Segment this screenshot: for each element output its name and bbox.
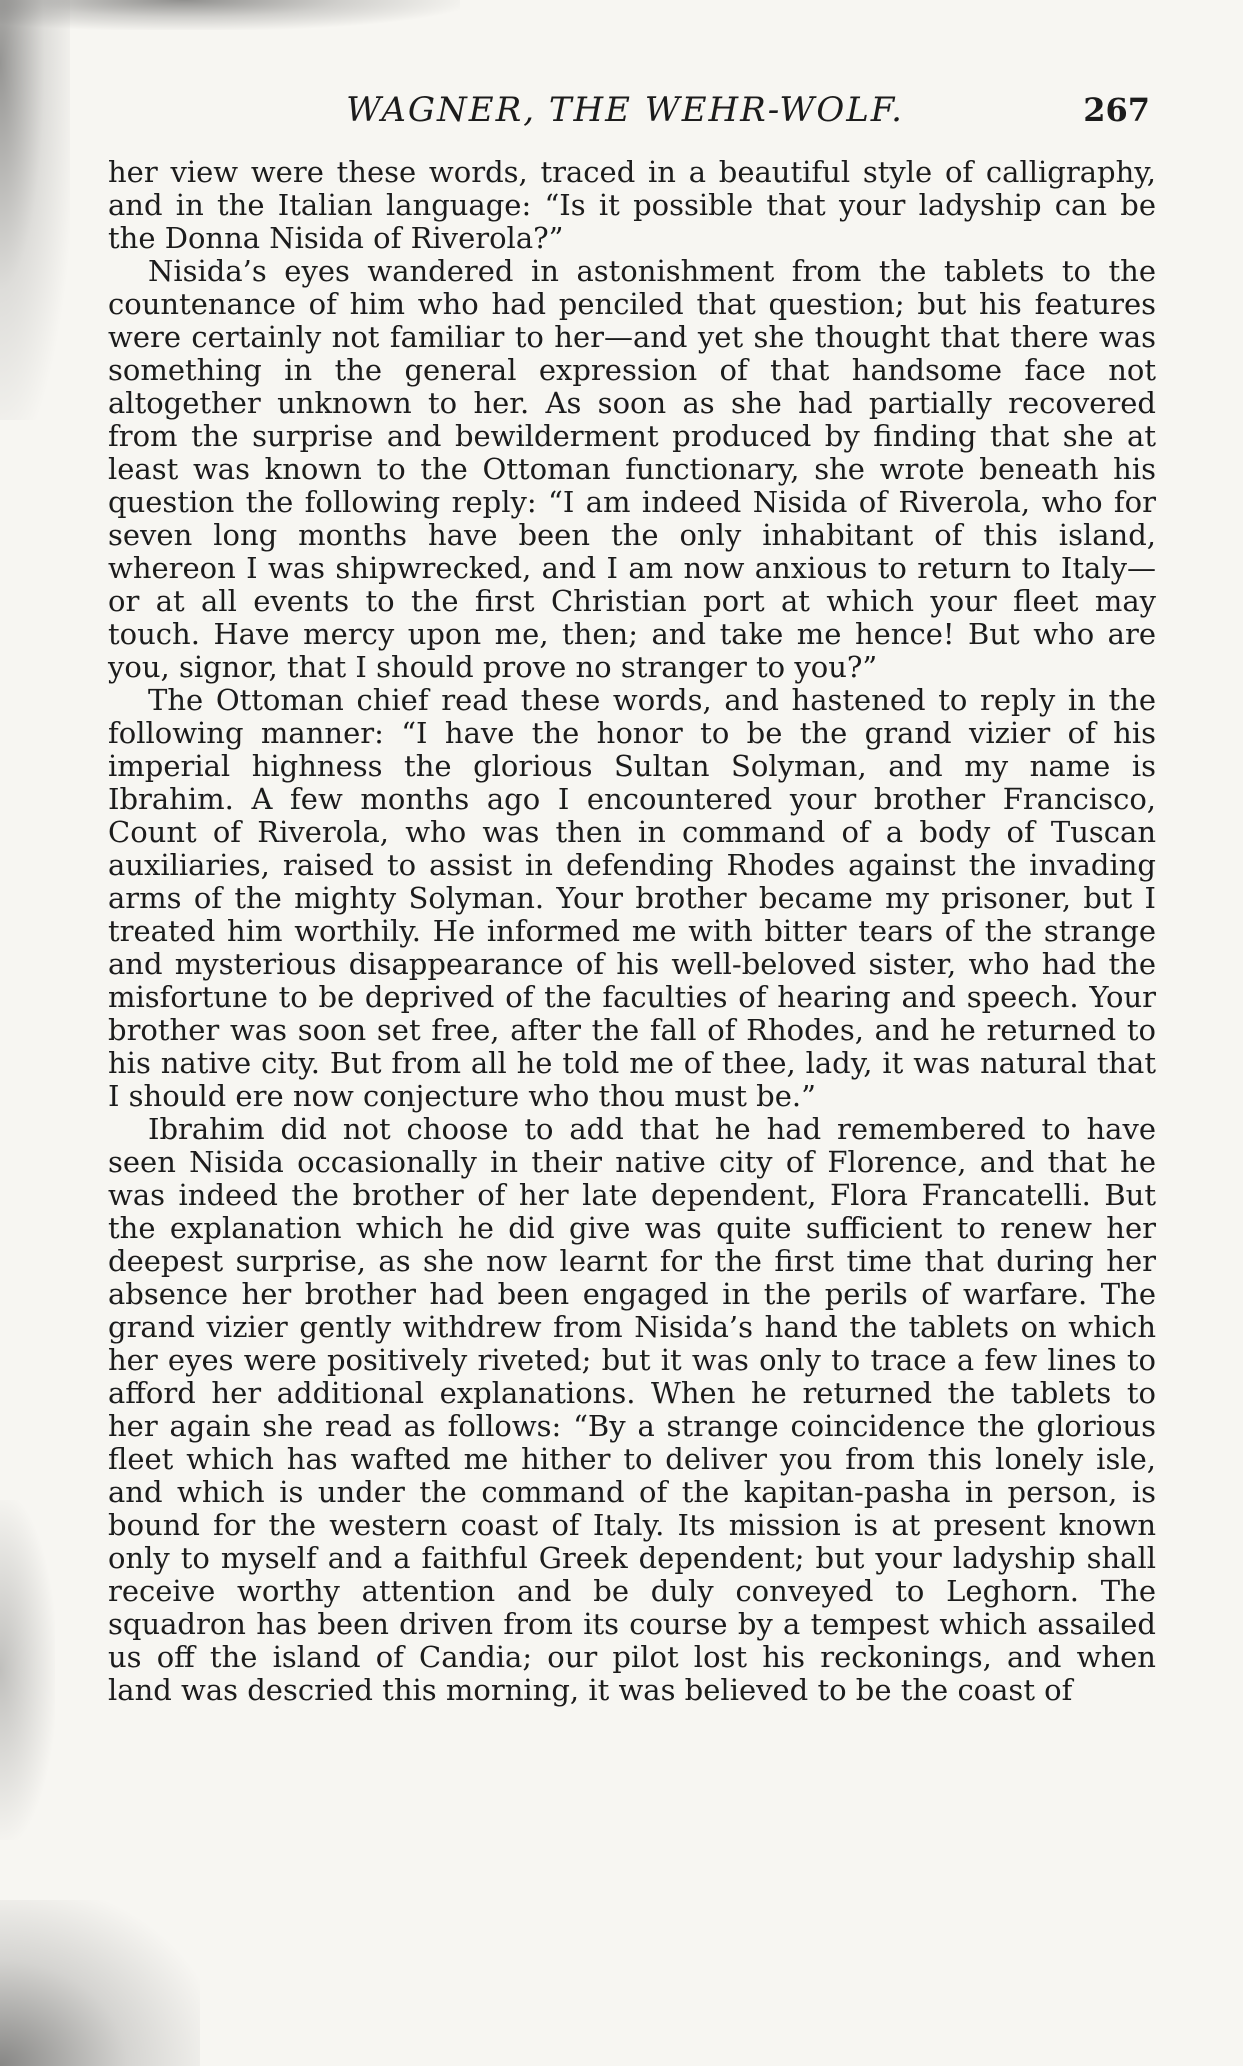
scan-edge-smudge	[0, 1900, 200, 2066]
scan-edge-smudge	[0, 0, 70, 420]
paragraph: her view were these words, traced in a beautiful style of calligraphy, and in the Italian language: “Is it possible that your ladyship can be the Donna Nisida of Riverola?”	[108, 155, 1156, 255]
page-number: 267	[1083, 91, 1150, 129]
paragraph: Nisida’s eyes wandered in astonishment from the tablets to the countenance of him who had penciled that question; but his features were certainly not familiar to her—and yet she thought that there was something in the general expression of that handsome face not altogether unknown to her. As soon as she had partially recovered from the surprise and bewilderment produced by finding that she at least was known to the Ottoman functionary, she wrote beneath his question the following reply: “I am indeed Nisida of Riverola, who for seven long months have been the only inhabitant of this island, whereon I was shipwrecked, and I am now anxious to return to Italy—or at all events to the first Christian port at which your fleet may touch. Have mercy upon me, then; and take me hence! But who are you, signor, that I should prove no stranger to you?”	[108, 254, 1156, 684]
running-head	[100, 90, 1150, 130]
running-title: WAGNER, THE WEHR-WOLF.	[346, 90, 904, 130]
paragraph: Ibrahim did not choose to add that he had remembered to have seen Nisida occasionally in their native city of Florence, and that he was indeed the brother of her late dependent, Flora Francatelli. But the explanation which he did give was quite sufficient to renew her deepest surprise, as she now learnt for the first time that during her absence her brother had been engaged in the perils of warfare. The grand vizier gently withdrew from Nisida’s hand the tablets on which her eyes were positively riveted; but it was only to trace a few lines to afford her additional explanations. When he returned the tablets to her again she read as follows: “By a strange coincidence the glorious fleet which has wafted me hither to deliver you from this lonely isle, and which is under the command of the kapitan-pasha in person, is bound for the western coast of Italy. Its mission is at present known only to myself and a faithful Greek dependent; but your ladyship shall receive worthy attention and be duly conveyed to Leghorn. The squadron has been driven from its course by a tempest which assailed us off the island of Candia; our pilot lost his reckonings, and when land was descried this morning, it was believed to be the coast of	[108, 1112, 1156, 1707]
paragraph: The Ottoman chief read these words, and hastened to reply in the following manner: “I have the honor to be the grand vizier of his imperial highness the glorious Sultan Solyman, and my name is Ibrahim. A few months ago I encountered your brother Francisco, Count of Riverola, who was then in command of a body of Tuscan auxiliaries, raised to assist in defending Rhodes against the invading arms of the mighty Solyman. Your brother became my prisoner, but I treated him worthily. He informed me with bitter tears of the strange and mysterious disappearance of his well-beloved sister, who had the misfortune to be deprived of the faculties of hearing and speech. Your brother was soon set free, after the fall of Rhodes, and he returned to his native city. But from all he told me of thee, lady, it was natural that I should ere now conjecture who thou must be.”	[108, 683, 1156, 1113]
scan-edge-smudge	[0, 1500, 55, 1840]
body-text	[108, 156, 1156, 1707]
